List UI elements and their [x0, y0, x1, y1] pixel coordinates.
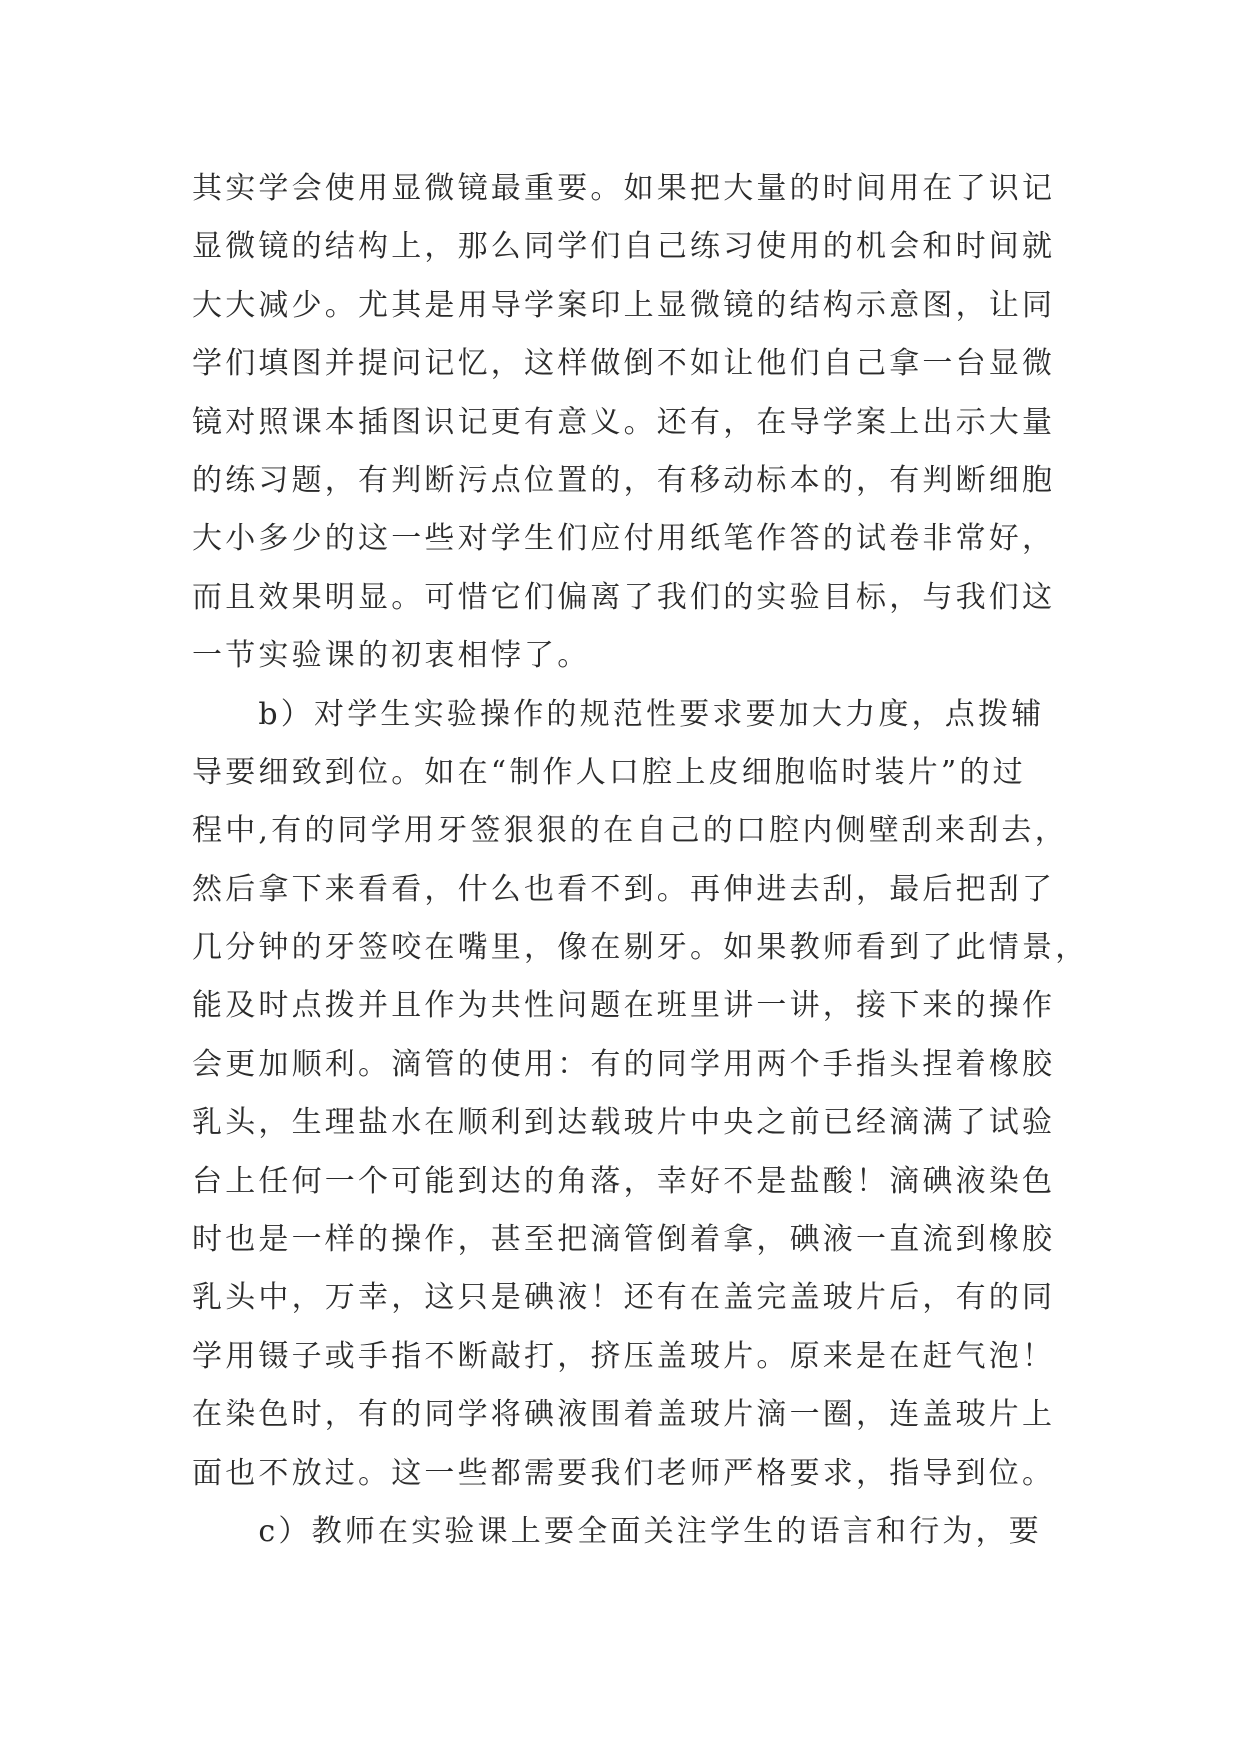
text-line: 镜对照课本插图识记更有意义。还有，在导学案上出示大量 — [192, 404, 1056, 440]
text-line: 而且效果明显。可惜它们偏离了我们的实验目标，与我们这 — [192, 579, 1056, 615]
text-line: 导要细致到位。如在“制作人口腔上皮细胞临时装片”的过 — [192, 754, 1026, 790]
text-line: 乳头中，万幸，这只是碘液！还有在盖完盖玻片后，有的同 — [192, 1280, 1056, 1316]
paragraph-c-start: c）教师在实验课上要全面关注学生的语言和行为，要 — [192, 1513, 1043, 1549]
text-line: 在染色时，有的同学将碘液围着盖玻片滴一圈，连盖玻片上 — [192, 1397, 1056, 1433]
text-line: 台上任何一个可能到达的角落，幸好不是盐酸！滴碘液染色 — [192, 1163, 1056, 1199]
text-line: 一节实验课的初衷相悖了。 — [192, 638, 591, 674]
text-line: 面也不放过。这一些都需要我们老师严格要求，指导到位。 — [192, 1455, 1056, 1491]
paragraph-b-start: b）对学生实验操作的规范性要求要加大力度，点拨辅 — [192, 696, 1045, 732]
text-line: 程中,有的同学用牙签狠狠的在自己的口腔内侧壁刮来刮去， — [192, 813, 1068, 849]
text-line: 然后拿下来看看，什么也看不到。再伸进去刮，最后把刮了 — [192, 871, 1056, 907]
text-line: 其实学会使用显微镜最重要。如果把大量的时间用在了识记 — [192, 171, 1056, 206]
text-line: 时也是一样的操作，甚至把滴管倒着拿，碘液一直流到橡胶 — [192, 1222, 1056, 1258]
text-line: 大大减少。尤其是用导学案印上显微镜的结构示意图，让同 — [192, 287, 1056, 323]
text-line: 大小多少的这一些对学生们应付用纸笔作答的试卷非常好， — [192, 521, 1056, 557]
text-line: 显微镜的结构上，那么同学们自己练习使用的机会和时间就 — [192, 229, 1056, 265]
text-line: 学们填图并提问记忆，这样做倒不如让他们自己拿一台显微 — [192, 346, 1056, 382]
body-text — [192, 160, 1089, 1561]
text-line: 的练习题，有判断污点位置的，有移动标本的，有判断细胞 — [192, 462, 1056, 498]
text-line: 能及时点拨并且作为共性问题在班里讲一讲，接下来的操作 — [192, 988, 1056, 1024]
text-line: 学用镊子或手指不断敲打，挤压盖玻片。原来是在赶气泡！ — [192, 1338, 1056, 1374]
text-line: 会更加顺利。滴管的使用：有的同学用两个手指头捏着橡胶 — [192, 1046, 1056, 1082]
text-line: 几分钟的牙签咬在嘴里，像在剔牙。如果教师看到了此情景， — [192, 930, 1089, 966]
text-line: 乳头，生理盐水在顺利到达载玻片中央之前已经滴满了试验 — [192, 1105, 1056, 1141]
